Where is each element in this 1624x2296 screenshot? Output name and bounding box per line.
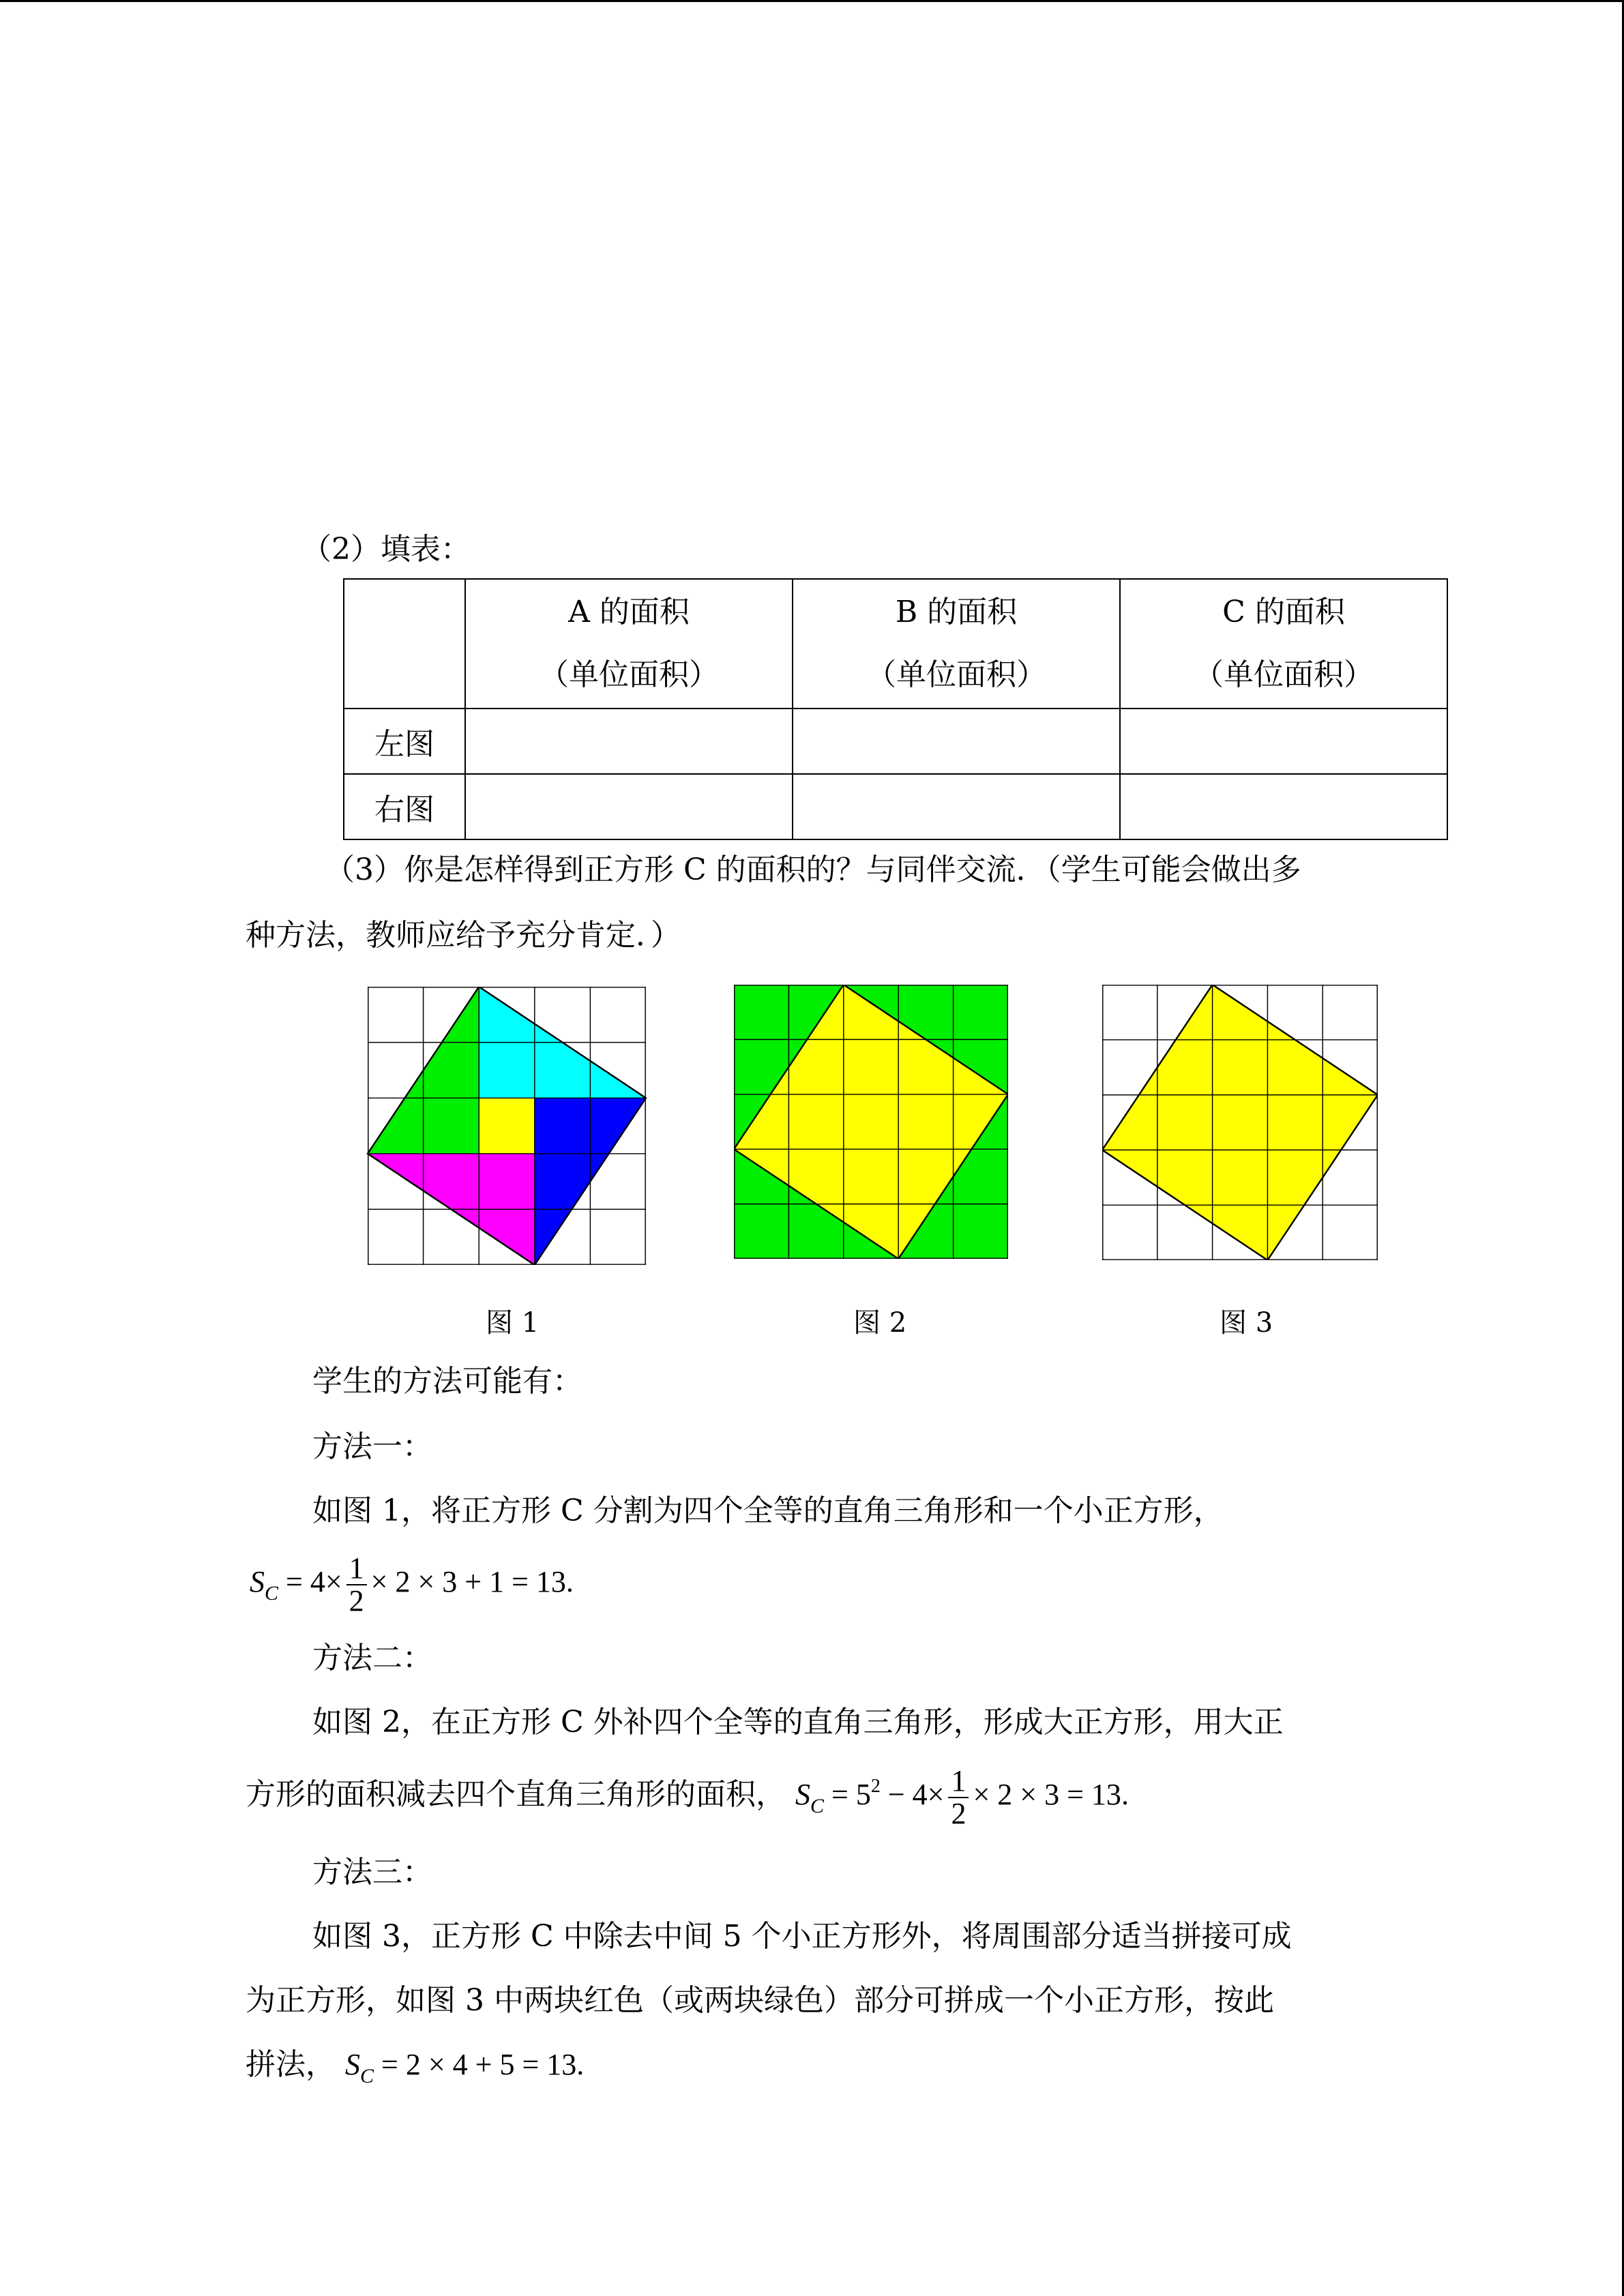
- formula-symbol: S: [795, 1778, 810, 1811]
- figure-2: [734, 985, 1008, 1259]
- figure-3-caption: 图 3: [1220, 1307, 1273, 1339]
- method2-title: 方法二：: [312, 1641, 432, 1675]
- column-title: C 的面积: [1222, 595, 1345, 629]
- row-label: 右图: [344, 774, 465, 839]
- blank-cell[interactable]: [465, 709, 793, 774]
- table-corner-cell: [344, 579, 465, 709]
- blank-cell[interactable]: [1120, 709, 1447, 774]
- column-unit: （单位面积）: [1194, 657, 1374, 692]
- figure-3: [1102, 985, 1378, 1260]
- blank-cell[interactable]: [1120, 774, 1447, 839]
- part2-label: （2）填表：: [301, 532, 471, 567]
- formula-symbol: S: [250, 1565, 265, 1598]
- formula-end: .: [1121, 1778, 1129, 1811]
- formula-part: = 4×: [286, 1565, 342, 1598]
- row-label: 左图: [344, 709, 465, 774]
- column-title: B 的面积: [895, 595, 1018, 629]
- formula-part: − 4×: [887, 1778, 945, 1811]
- formula-part: × 2 × 3 + 1 = 13: [370, 1565, 566, 1598]
- part3-line2: 种方法，教师应给予充分肯定．）: [246, 918, 681, 953]
- fraction-denominator: 2: [951, 1796, 966, 1830]
- formula-end: .: [576, 2048, 585, 2081]
- method1-formula: [250, 1548, 574, 1620]
- formula-part: = 2 × 4 + 5 = 13: [381, 2048, 577, 2081]
- method1-text: 如图 1，将正方形 C 分割为四个全等的直角三角形和一个小正方形，: [312, 1493, 1224, 1528]
- methods-intro: 学生的方法可能有：: [312, 1364, 582, 1399]
- formula-subscript: C: [265, 1582, 279, 1605]
- column-unit: （单位面积）: [866, 657, 1046, 692]
- method3-text: 拼法，: [246, 2047, 336, 2082]
- method2-text: 方形的面积减去四个直角三角形的面积，: [246, 1777, 786, 1812]
- formula-superscript: 2: [870, 1776, 881, 1797]
- formula-subscript: C: [360, 2065, 374, 2087]
- fraction: [346, 1553, 367, 1617]
- formula-subscript: C: [810, 1795, 825, 1817]
- formula-symbol: S: [345, 2048, 360, 2081]
- page-top-border: [0, 0, 1624, 2]
- fraction-numerator: 1: [346, 1553, 367, 1585]
- table-row: [344, 709, 1447, 774]
- table-header-cell: [1120, 579, 1447, 709]
- method3-line3: [246, 2046, 584, 2087]
- fraction: [948, 1765, 969, 1830]
- figure-1-caption: 图 1: [486, 1307, 540, 1339]
- method3-title: 方法三：: [312, 1855, 432, 1890]
- blank-cell[interactable]: [465, 774, 793, 839]
- table-header-cell: [793, 579, 1120, 709]
- area-table: [343, 578, 1448, 840]
- method3-line1: 如图 3，正方形 C 中除去中间 5 个小正方形外，将周围部分适当拼接可成: [312, 1919, 1292, 1954]
- formula-part: = 5: [831, 1778, 871, 1811]
- fig3-yellow-square: [1102, 985, 1378, 1260]
- method2-formula: [795, 1763, 1129, 1830]
- blank-cell[interactable]: [793, 774, 1120, 839]
- method2-line2: [246, 1761, 1129, 1833]
- table-header-cell: [465, 579, 793, 709]
- column-title: A 的面积: [568, 595, 690, 629]
- figure-2-caption: 图 2: [853, 1307, 907, 1339]
- fraction-denominator: 2: [349, 1583, 364, 1617]
- fig1-center-square: [479, 1098, 535, 1154]
- method2-line1: 如图 2，在正方形 C 外补四个全等的直角三角形，形成大正方形，用大正: [312, 1705, 1284, 1740]
- figure-1: [366, 987, 647, 1265]
- method3-line2: 为正方形，如图 3 中两块红色（或两块绿色）部分可拼成一个小正方形，按此: [246, 1983, 1274, 2018]
- method1-title: 方法一：: [312, 1429, 432, 1464]
- formula-end: .: [565, 1565, 574, 1598]
- part3-line1: （3）你是怎样得到正方形 C 的面积的？与同伴交流．（学生可能会做出多: [325, 852, 1301, 887]
- table-row: [344, 774, 1447, 839]
- column-unit: （单位面积）: [539, 657, 719, 692]
- blank-cell[interactable]: [793, 709, 1120, 774]
- table-header-row: [344, 579, 1447, 709]
- method3-formula: [345, 2048, 585, 2087]
- formula-part: × 2 × 3 = 13: [973, 1778, 1121, 1811]
- fraction-numerator: 1: [948, 1765, 969, 1798]
